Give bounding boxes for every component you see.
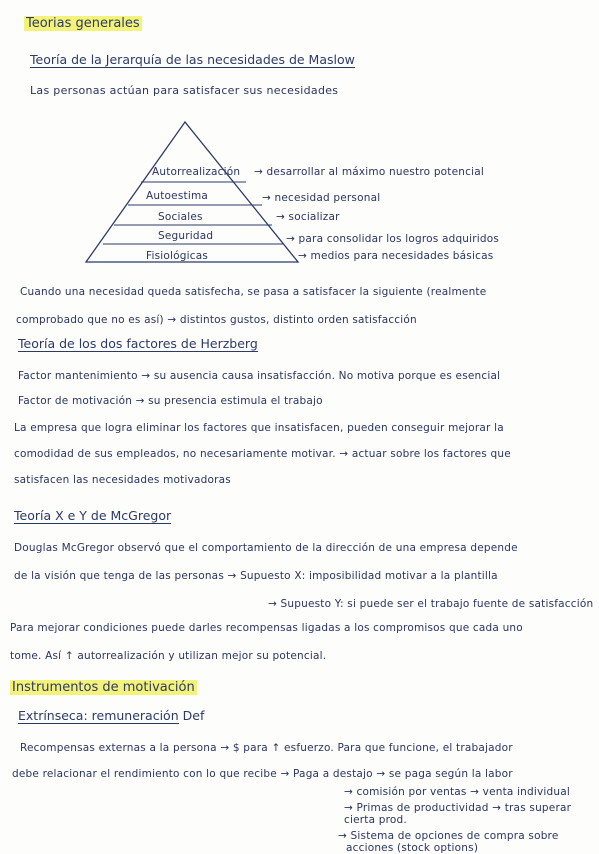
extrinsic-line-3: → comisión por ventas → venta individual [344, 786, 571, 798]
herzberg-line-1: Factor mantenimiento → su ausencia causa insatisfacción. No motiva porque es esencial [18, 370, 501, 382]
pyramid-note-2: → necesidad personal [262, 192, 381, 204]
pyramid-note-5: → medios para necesidades básicas [298, 250, 494, 262]
extrinsic-line-7: acciones (stock options) [346, 842, 479, 854]
mcgregor-line-3: → Supuesto Y: si puede ser el trabajo fuente de satisfacción [268, 598, 594, 610]
herzberg-para-3: satisfacen las necesidades motivadoras [14, 474, 231, 486]
pyramid-level-2: Autoestima [146, 190, 209, 202]
extrinsic-def: Def [182, 708, 205, 723]
maslow-after-line-1: Cuando una necesidad queda satisfecha, se pasa a satisfacer la siguiente (realmente [20, 286, 487, 298]
pyramid-note-3: → socializar [276, 211, 340, 223]
mcgregor-title: Teoría X e Y de McGregor [14, 508, 172, 523]
herzberg-para-2: comodidad de sus empleados, no necesariamente motivar. → actuar sobre los factores que [14, 448, 511, 460]
section-heading-general: Teorias generales [26, 16, 140, 31]
extrinsic-line-2: debe relacionar el rendimiento con lo que recibe → Paga a destajo → se paga según la labor [12, 768, 513, 780]
maslow-after-line-2: comprobado que no es así) → distintos gustos, distinto orden satisfacción [16, 314, 417, 326]
herzberg-line-2: Factor de motivación → su presencia estimula el trabajo [18, 395, 323, 407]
mcgregor-line-5: tome. Así ↑ autorrealización y utilizan mejor su potencial. [10, 650, 327, 662]
extrinsic-line-4: → Primas de productividad → tras superar [344, 802, 572, 814]
extrinsic-line-6: → Sistema de opciones de compra sobre [338, 830, 559, 842]
herzberg-para-1: La empresa que logra eliminar los factores que insatisfacen, pueden conseguir mejorar la [14, 422, 504, 434]
mcgregor-line-2: de la visión que tenga de las personas → Supuesto X: imposibilidad motivar a la plantilla [14, 570, 498, 582]
pyramid-level-5: Fisiológicas [146, 250, 209, 262]
herzberg-title: Teoría de los dos factores de Herzberg [18, 336, 258, 351]
pyramid-level-3: Sociales [158, 211, 203, 223]
section-heading-instruments: Instrumentos de motivación [12, 680, 195, 695]
maslow-title: Teoría de la Jerarquía de las necesidades de Maslow [30, 52, 355, 67]
pyramid-level-4: Seguridad [158, 230, 214, 242]
extrinsic-line-1: Recompensas externas a la persona → $ para ↑ esfuerzo. Para que funcione, el trabajador [20, 742, 513, 754]
pyramid-note-4: → para consolidar los logros adquiridos [286, 233, 500, 245]
extrinsic-title: Extrínseca: remuneración Def [18, 708, 205, 723]
extrinsic-line-5: cierta prod. [344, 814, 407, 826]
mcgregor-line-1: Douglas McGregor observó que el comportamiento de la dirección de una empresa depende [14, 542, 518, 554]
pyramid-level-1: Autorrealización [152, 166, 241, 178]
maslow-intro: Las personas actúan para satisfacer sus necesidades [30, 84, 339, 97]
mcgregor-line-4: Para mejorar condiciones puede darles recompensas ligadas a los compromisos que cada uno [10, 622, 523, 634]
pyramid-note-1: → desarrollar al máximo nuestro potencial [254, 166, 484, 178]
